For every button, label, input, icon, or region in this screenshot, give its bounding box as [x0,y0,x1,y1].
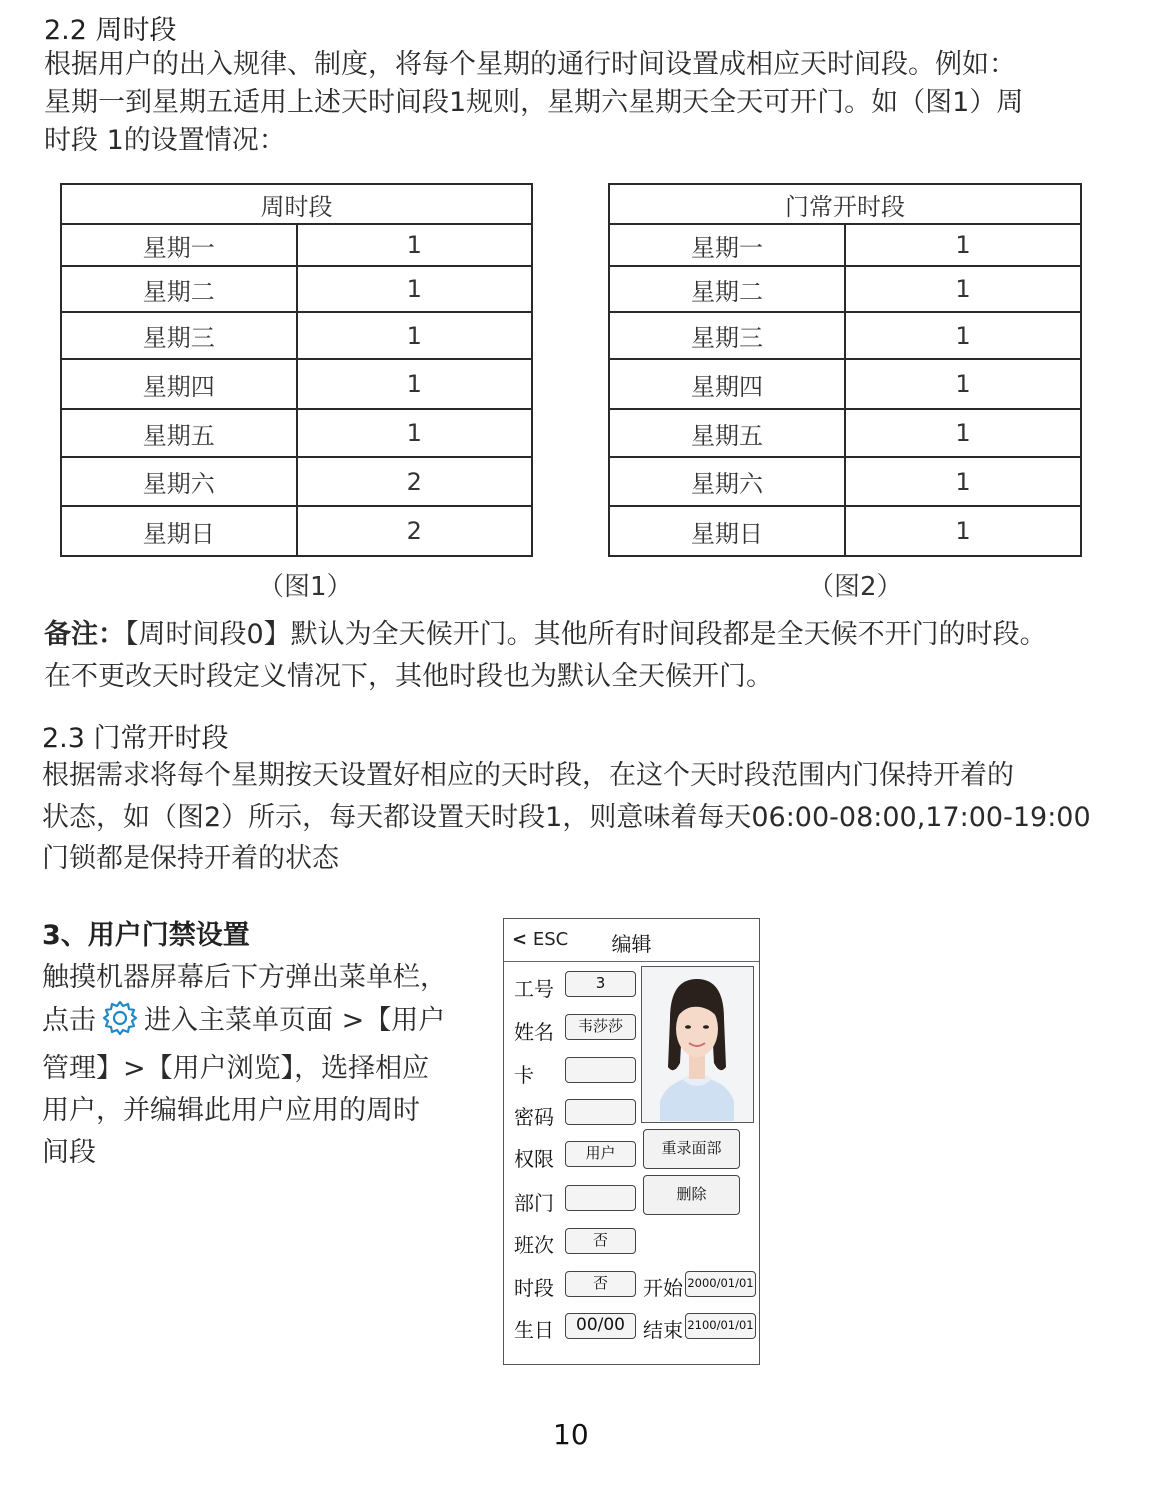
shift-field[interactable]: 否 [565,1228,636,1254]
table-cell-day: 星期四 [609,359,845,409]
note-block [44,616,1047,696]
table-cell-day: 星期五 [61,409,297,457]
department-label: 部门 [514,1191,554,1215]
table-cell-day: 星期日 [61,506,297,556]
table-cell-value: 1 [845,224,1081,266]
week-period-table [60,183,533,557]
period-label: 时段 [514,1276,554,1300]
birthday-field[interactable]: 00/00 [565,1313,636,1339]
section-3-line-4: 用户，并编辑此用户应用的周时 [42,1095,420,1126]
card-field[interactable] [565,1057,636,1083]
period-field[interactable]: 否 [565,1271,636,1297]
department-field[interactable] [565,1185,636,1211]
shift-label: 班次 [514,1233,554,1257]
section-2-3-body [42,757,1091,878]
section-2-2-body [44,46,1023,160]
section-3-body [42,957,447,1174]
table-cell-day: 星期二 [609,266,845,312]
section-2-2-heading: 2.2 周时段 [44,15,177,46]
end-label: 结束 [643,1318,683,1342]
device-edit-screen [503,918,760,1365]
esc-label: ESC [532,929,569,950]
start-label: 开始 [643,1276,683,1300]
table-cell-value: 1 [845,312,1081,359]
permission-label: 权限 [514,1147,554,1171]
table-cell-value: 2 [297,506,533,556]
section-3-line-1: 触摸机器屏幕后下方弹出菜单栏， [42,962,447,993]
password-label: 密码 [514,1105,554,1129]
door-open-period-table-header: 门常开时段 [609,184,1081,224]
chevron-left-icon: < [512,929,528,950]
table-cell-day: 星期二 [61,266,297,312]
table-cell-value: 1 [845,457,1081,506]
section-2-3-line-3: 门锁都是保持开着的状态 [42,843,339,874]
section-3-line-2-start: 点击 [42,1005,96,1036]
employee-id-field[interactable]: 3 [565,971,636,997]
device-topbar [504,919,759,962]
table-cell-day: 星期日 [609,506,845,556]
section-3-line-2-end: 进入主菜单页面 >【用户 [144,1005,446,1036]
table-cell-value: 1 [845,506,1081,556]
card-label: 卡 [514,1063,534,1087]
note-line-1: 【周时间段0】默认为全天候开门。其他所有时间段都是全天候不开门的时段。 [125,619,1047,650]
name-field[interactable]: 韦莎莎 [565,1014,636,1040]
password-field[interactable] [565,1099,636,1125]
door-open-period-table [608,183,1082,557]
end-date-field[interactable]: 2100/01/01 [685,1313,756,1339]
table-cell-day: 星期四 [61,359,297,409]
delete-button[interactable]: 删除 [643,1175,740,1215]
page-number: 10 [553,1418,589,1451]
screen-title: 编辑 [611,932,652,956]
table-cell-value: 1 [297,266,533,312]
section-2-2-line-1: 根据用户的出入规律、制度，将每个星期的通行时间设置成相应天时间段。例如： [44,49,1016,80]
section-3-heading: 3、用户门禁设置 [42,920,250,951]
table-cell-day: 星期六 [61,457,297,506]
figure-1-caption: （图1） [258,572,353,602]
table-cell-value: 1 [297,224,533,266]
section-2-3-line-2: 状态，如（图2）所示，每天都设置天时段1，则意味着每天06:00-08:00,17:00-19:00 [42,802,1091,833]
figure-2-caption: （图2） [808,572,903,602]
note-label: 备注： [44,619,125,650]
birthday-label: 生日 [514,1318,554,1342]
employee-id-label: 工号 [514,977,554,1001]
section-3-line-2 [42,999,447,1048]
table-cell-day: 星期五 [609,409,845,457]
week-period-table-header: 周时段 [61,184,532,224]
reenroll-face-button[interactable]: 重录面部 [643,1129,740,1169]
start-date-field[interactable]: 2000/01/01 [685,1271,756,1297]
user-face-photo [641,966,754,1123]
gear-icon [98,999,142,1048]
name-label: 姓名 [514,1020,554,1044]
table-cell-day: 星期六 [609,457,845,506]
table-cell-day: 星期三 [61,312,297,359]
table-cell-value: 1 [845,409,1081,457]
section-2-2-line-3: 时段 1的设置情况： [44,125,286,156]
section-3-line-3: 管理】>【用户浏览】，选择相应 [42,1053,430,1084]
table-cell-value: 1 [297,359,533,409]
section-2-3-heading: 2.3 门常开时段 [42,723,229,754]
note-line-2: 在不更改天时段定义情况下，其他时段也为默认全天候开门。 [44,661,773,692]
table-cell-day: 星期一 [609,224,845,266]
table-cell-value: 1 [297,409,533,457]
table-cell-value: 1 [845,266,1081,312]
section-3-line-5: 间段 [42,1137,96,1168]
table-cell-day: 星期一 [61,224,297,266]
section-2-3-line-1: 根据需求将每个星期按天设置好相应的天时段，在这个天时段范围内门保持开着的 [42,760,1014,791]
permission-field[interactable]: 用户 [565,1141,636,1167]
table-cell-day: 星期三 [609,312,845,359]
table-cell-value: 2 [297,457,533,506]
table-cell-value: 1 [297,312,533,359]
table-cell-value: 1 [845,359,1081,409]
section-2-2-line-2: 星期一到星期五适用上述天时间段1规则，星期六星期天全天可开门。如（图1）周 [44,87,1024,118]
